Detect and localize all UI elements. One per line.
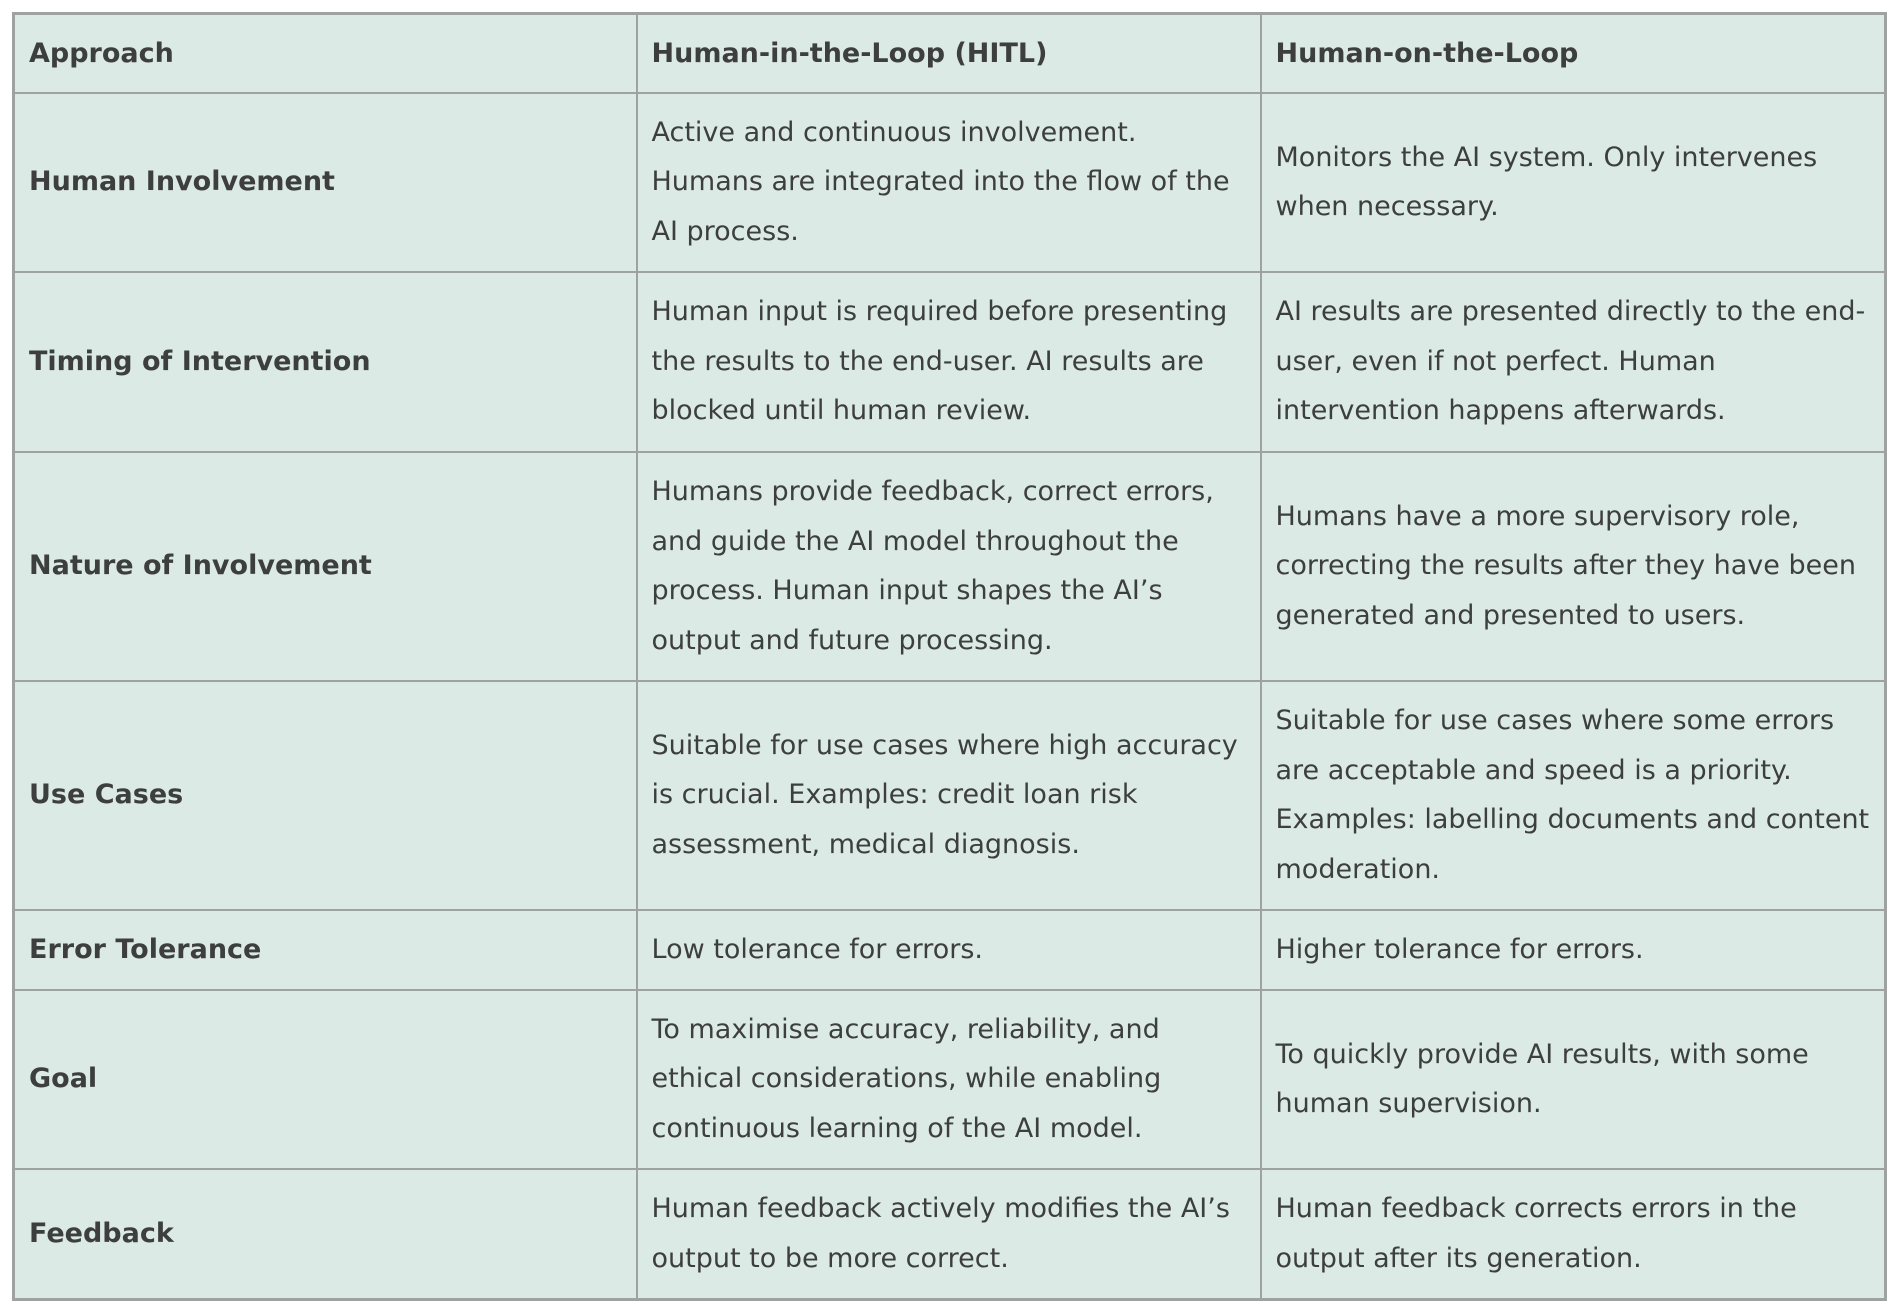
hitl-cell: To maximise accuracy, reliability, and ethical considerations, while enabling continuous learning of the AI model. [637,990,1261,1169]
row-label: Error Tolerance [14,910,637,990]
hotl-cell: To quickly provide AI results, with some human supervision. [1261,990,1886,1169]
hitl-cell: Humans provide feedback, correct errors, and guide the AI model throughout the process. Human input shapes the AI’s output and future processing. [637,452,1261,681]
row-label: Goal [14,990,637,1169]
table-row [14,910,1886,990]
hotl-cell: Humans have a more supervisory role, correcting the results after they have been generated and presented to users. [1261,452,1886,681]
row-label: Nature of Involvement [14,452,637,681]
row-label: Feedback [14,1169,637,1300]
hotl-cell: Suitable for use cases where some errors are acceptable and speed is a priority. Examples: labelling documents and content moderation. [1261,681,1886,910]
table-row [14,990,1886,1169]
hotl-cell: AI results are presented directly to the end-user, even if not perfect. Human intervention happens afterwards. [1261,272,1886,452]
table-row [14,1169,1886,1300]
table-header-row [14,14,1886,93]
header-hotl: Human-on-the-Loop [1261,14,1886,93]
row-label: Human Involvement [14,93,637,272]
hitl-cell: Human input is required before presenting the results to the end-user. AI results are blocked until human review. [637,272,1261,452]
hitl-cell: Low tolerance for errors. [637,910,1261,990]
hitl-cell: Suitable for use cases where high accuracy is crucial. Examples: credit loan risk assessment, medical diagnosis. [637,681,1261,910]
hitl-cell: Human feedback actively modifies the AI’s output to be more correct. [637,1169,1261,1300]
row-label: Use Cases [14,681,637,910]
header-approach: Approach [14,14,637,93]
comparison-table [12,12,1887,1301]
table-row [14,452,1886,681]
header-hitl: Human-in-the-Loop (HITL) [637,14,1261,93]
table-row [14,93,1886,272]
table-row [14,272,1886,452]
hotl-cell: Human feedback corrects errors in the output after its generation. [1261,1169,1886,1300]
row-label: Timing of Intervention [14,272,637,452]
hotl-cell: Monitors the AI system. Only intervenes when necessary. [1261,93,1886,272]
table-row [14,681,1886,910]
hitl-cell: Active and continuous involvement. Humans are integrated into the flow of the AI process. [637,93,1261,272]
hotl-cell: Higher tolerance for errors. [1261,910,1886,990]
